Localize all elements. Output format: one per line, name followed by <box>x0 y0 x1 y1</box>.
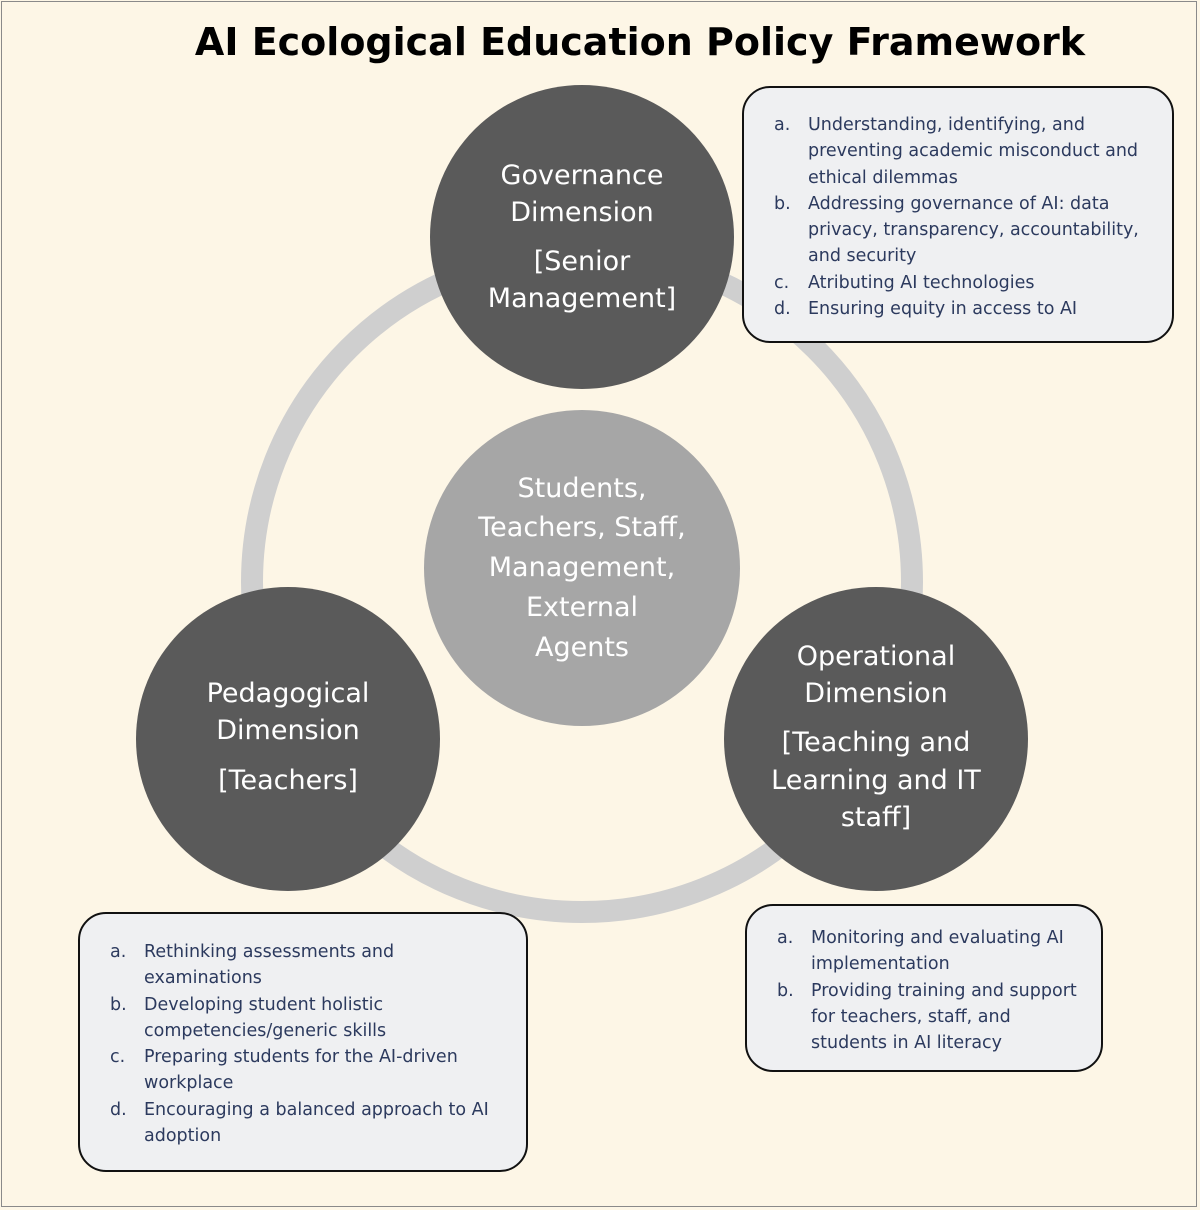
operational-role-line: [Teaching and <box>781 727 971 759</box>
list-item-line: adoption <box>144 1126 222 1147</box>
list-item <box>744 191 1172 270</box>
list-item-line: Developing student holistic <box>144 994 384 1015</box>
governance-list <box>744 112 1172 322</box>
list-item-line: and security <box>808 246 917 267</box>
list-item-line: Atributing AI technologies <box>808 272 1035 293</box>
governance-title-line: Governance <box>500 159 664 191</box>
list-item <box>80 1097 526 1150</box>
pedagogical-box <box>78 912 528 1172</box>
diagram-title: AI Ecological Education Policy Framework <box>194 20 1086 64</box>
list-item <box>80 1044 526 1097</box>
list-marker: d. <box>774 299 791 320</box>
stakeholders-line: Agents <box>535 631 629 663</box>
list-marker: b. <box>110 994 127 1015</box>
operational-title-line: Operational <box>796 640 956 672</box>
list-item <box>747 978 1101 1057</box>
pedagogical-list <box>80 939 526 1149</box>
pedagogical-role-line: [Teachers] <box>218 764 358 796</box>
list-marker: a. <box>777 928 794 948</box>
list-item-line: Preparing students for the AI-driven <box>144 1047 458 1068</box>
list-item-line: implementation <box>811 954 950 975</box>
list-item-line: examinations <box>144 968 262 989</box>
list-item-line: workplace <box>144 1073 234 1094</box>
pedagogical-label <box>148 637 428 837</box>
list-marker: a. <box>774 115 791 135</box>
list-item <box>744 296 1172 322</box>
operational-role-line: staff] <box>840 801 912 833</box>
list-item-line: students in AI literacy <box>811 1033 1003 1054</box>
list-item <box>747 925 1101 978</box>
list-marker: a. <box>110 942 127 962</box>
diagram-frame <box>1 1 1197 1207</box>
operational-title-line: Dimension <box>804 678 948 710</box>
stakeholders-label <box>442 432 722 704</box>
list-marker: d. <box>110 1099 127 1120</box>
list-item-line: Understanding, identifying, and <box>808 115 1085 135</box>
list-item-line: preventing academic misconduct and <box>808 141 1139 162</box>
list-item-line: competencies/generic skills <box>144 1020 387 1041</box>
operational-list <box>747 925 1101 1056</box>
stakeholders-line: External <box>525 591 639 623</box>
list-item <box>744 270 1172 296</box>
governance-box <box>742 86 1174 343</box>
operational-label <box>736 607 1016 867</box>
list-item-line: privacy, transparency, accountability, <box>808 220 1139 241</box>
governance-role-line: [Senior <box>533 246 631 277</box>
stakeholders-line: Management, <box>488 552 676 584</box>
list-marker: b. <box>774 193 791 214</box>
list-item <box>80 939 526 992</box>
list-item-line: Rethinking assessments and <box>144 942 395 962</box>
operational-role-line: Learning and IT <box>771 764 981 796</box>
list-marker: c. <box>774 272 790 293</box>
list-item-line: Encouraging a balanced approach to AI <box>144 1099 489 1120</box>
pedagogical-title-line: Pedagogical <box>206 678 370 710</box>
list-item-line: Monitoring and evaluating AI <box>811 928 1064 948</box>
governance-role-line: Management] <box>487 283 677 315</box>
list-item-line: Addressing governance of AI: data <box>808 193 1110 214</box>
governance-label <box>442 107 722 367</box>
list-item <box>744 112 1172 191</box>
governance-title-line: Dimension <box>510 196 654 228</box>
operational-box <box>745 904 1103 1072</box>
list-marker: b. <box>777 980 794 1001</box>
list-item <box>80 992 526 1045</box>
stakeholders-line: Teachers, Staff, <box>478 512 686 544</box>
pedagogical-title-line: Dimension <box>216 715 360 747</box>
list-item-line: Ensuring equity in access to AI <box>808 299 1078 320</box>
list-item-line: ethical dilemmas <box>808 167 958 188</box>
stakeholders-line: Students, <box>517 472 647 504</box>
list-item-line: Providing training and support <box>811 980 1077 1001</box>
list-marker: c. <box>110 1047 126 1068</box>
list-item-line: for teachers, staff, and <box>811 1006 1011 1027</box>
